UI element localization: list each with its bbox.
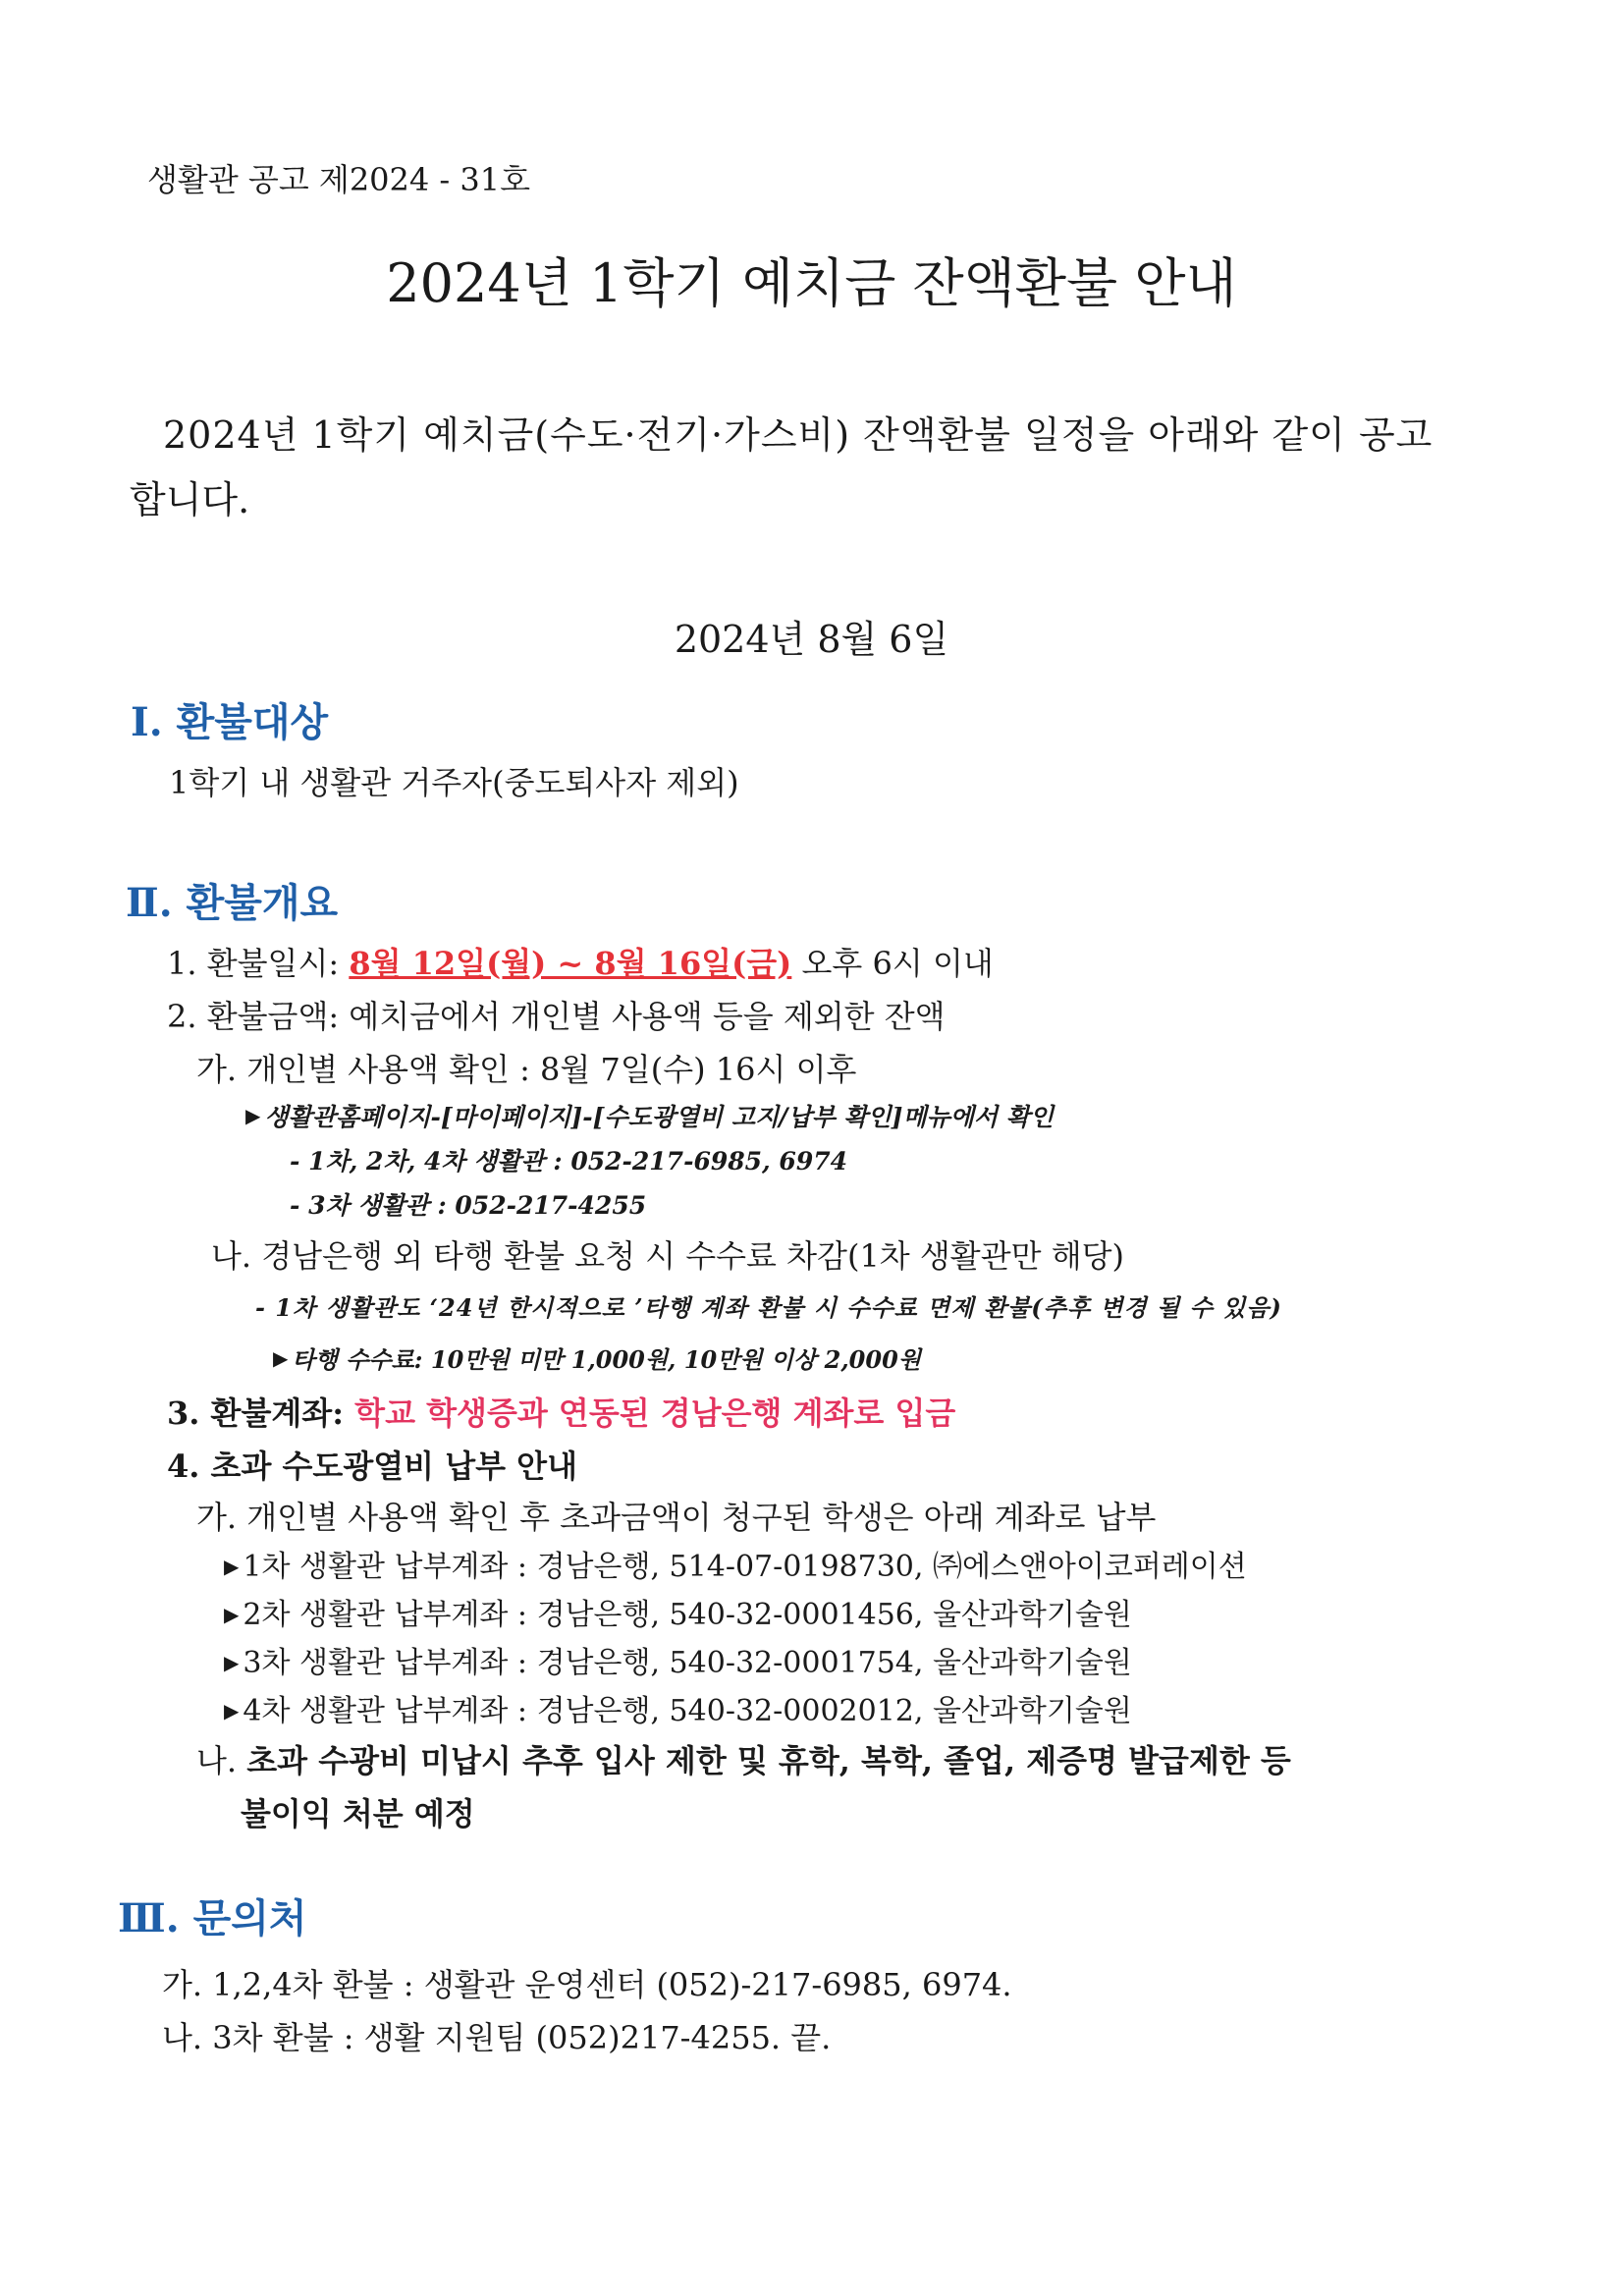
fee-waiver-note: - 1차 생활관도 ‘24년 한시적으로 ’타행 계좌 환불 시 수수료 면제 환불(추후 변경 될 수 있음) — [255, 1293, 1282, 1322]
fee-amount-text: 타행 수수료: 10만원 미만 1,000원, 10만원 이상 2,000원 — [292, 1345, 921, 1374]
section1-body: 1학기 내 생활관 거주자(중도퇴사자 제외) — [169, 764, 739, 801]
refund-amount-line: 2. 환불금액: 예치금에서 개인별 사용액 등을 제외한 잔액 — [167, 998, 946, 1035]
refund-date-rest: 오후 6시 이내 — [791, 945, 994, 982]
account-dorm-1 — [224, 1542, 1247, 1585]
account-dorm-4 — [224, 1686, 1132, 1729]
contact-line-1: 가. 1,2,4차 환불 : 생활관 운영센터 (052)-217-6985, 6974. — [162, 1966, 1012, 2003]
excess-payment-instruction: 가. 개인별 사용액 확인 후 초과금액이 청구된 학생은 아래 계좌로 납부 — [196, 1499, 1157, 1536]
account-dorm-1-text: 1차 생활관 납부계좌 : 경남은행, 514-07-0198730, ㈜에스앤아이코퍼레이션 — [243, 1550, 1247, 1584]
intro-line-1: 2024년 1학기 예치금(수도·전기·가스비) 잔액환불 일정을 아래와 같이 공고 — [163, 413, 1434, 457]
contact-dorm-3: - 3차 생활관 : 052-217-4255 — [290, 1191, 647, 1220]
triangle-bullet-icon: ▶ — [224, 1603, 240, 1626]
document-title: 2024년 1학기 예치금 잔액환불 안내 — [386, 252, 1237, 314]
fee-deduction-line: 나. 경남은행 외 타행 환불 요청 시 수수료 차감(1차 생활관만 해당) — [211, 1237, 1125, 1275]
account-dorm-3-text: 3차 생활관 납부계좌 : 경남은행, 540-32-0001754, 울산과학기술원 — [243, 1646, 1132, 1680]
refund-date-line — [167, 939, 994, 984]
notice-date: 2024년 8월 6일 — [674, 618, 949, 661]
triangle-bullet-icon: ▶ — [224, 1651, 240, 1674]
contact-dorm-124: - 1차, 2차, 4차 생활관 : 052-217-6985, 6974 — [290, 1147, 848, 1175]
triangle-bullet-icon: ▶ — [224, 1555, 240, 1578]
refund-account-detail: 학교 학생증과 연동된 경남은행 계좌로 입금 — [354, 1394, 956, 1432]
refund-date-period: 8월 12일(월) ~ 8월 16일(금) — [349, 945, 792, 982]
usage-check-line: 가. 개인별 사용액 확인 : 8월 7일(수) 16시 이후 — [196, 1051, 857, 1088]
usage-check-note — [245, 1098, 1054, 1133]
section3-heading: Ⅲ. 문의처 — [118, 1895, 307, 1941]
nonpayment-warning-prefix: 나. — [196, 1742, 247, 1779]
account-dorm-4-text: 4차 생활관 납부계좌 : 경남은행, 540-32-0002012, 울산과학기술원 — [243, 1694, 1132, 1728]
triangle-bullet-icon: ▶ — [224, 1699, 240, 1722]
refund-account-label: 3. 환불계좌: — [167, 1394, 355, 1432]
nonpayment-warning-line2: 불이익 처분 예정 — [241, 1795, 475, 1832]
usage-check-note-text: 생활관홈페이지-[마이페이지]-[수도광열비 고지/납부 확인]메뉴에서 확인 — [264, 1103, 1055, 1131]
excess-payment-heading: 4. 초과 수도광열비 납부 안내 — [167, 1448, 578, 1485]
intro-line-2: 합니다. — [130, 478, 250, 521]
account-dorm-3 — [224, 1638, 1132, 1681]
notice-number: 생활관 공고 제2024 - 31호 — [147, 161, 531, 198]
nonpayment-warning-text: 초과 수광비 미납시 추후 입사 제한 및 휴학, 복학, 졸업, 제증명 발급제한 등 — [246, 1742, 1291, 1779]
contact-line-2: 나. 3차 환불 : 생활 지원팀 (052)217-4255. 끝. — [162, 2019, 832, 2056]
account-dorm-2 — [224, 1590, 1132, 1633]
refund-account-line — [167, 1389, 955, 1434]
section2-heading: Ⅱ. 환불개요 — [126, 880, 339, 926]
nonpayment-warning-line1 — [196, 1736, 1291, 1781]
refund-date-label: 1. 환불일시: — [167, 945, 350, 982]
account-dorm-2-text: 2차 생활관 납부계좌 : 경남은행, 540-32-0001456, 울산과학기술원 — [243, 1598, 1132, 1632]
triangle-bullet-icon: ▶ — [245, 1104, 261, 1127]
section1-heading: Ⅰ. 환불대상 — [131, 699, 329, 745]
triangle-bullet-icon: ▶ — [273, 1346, 289, 1370]
fee-amount-note — [273, 1340, 921, 1375]
